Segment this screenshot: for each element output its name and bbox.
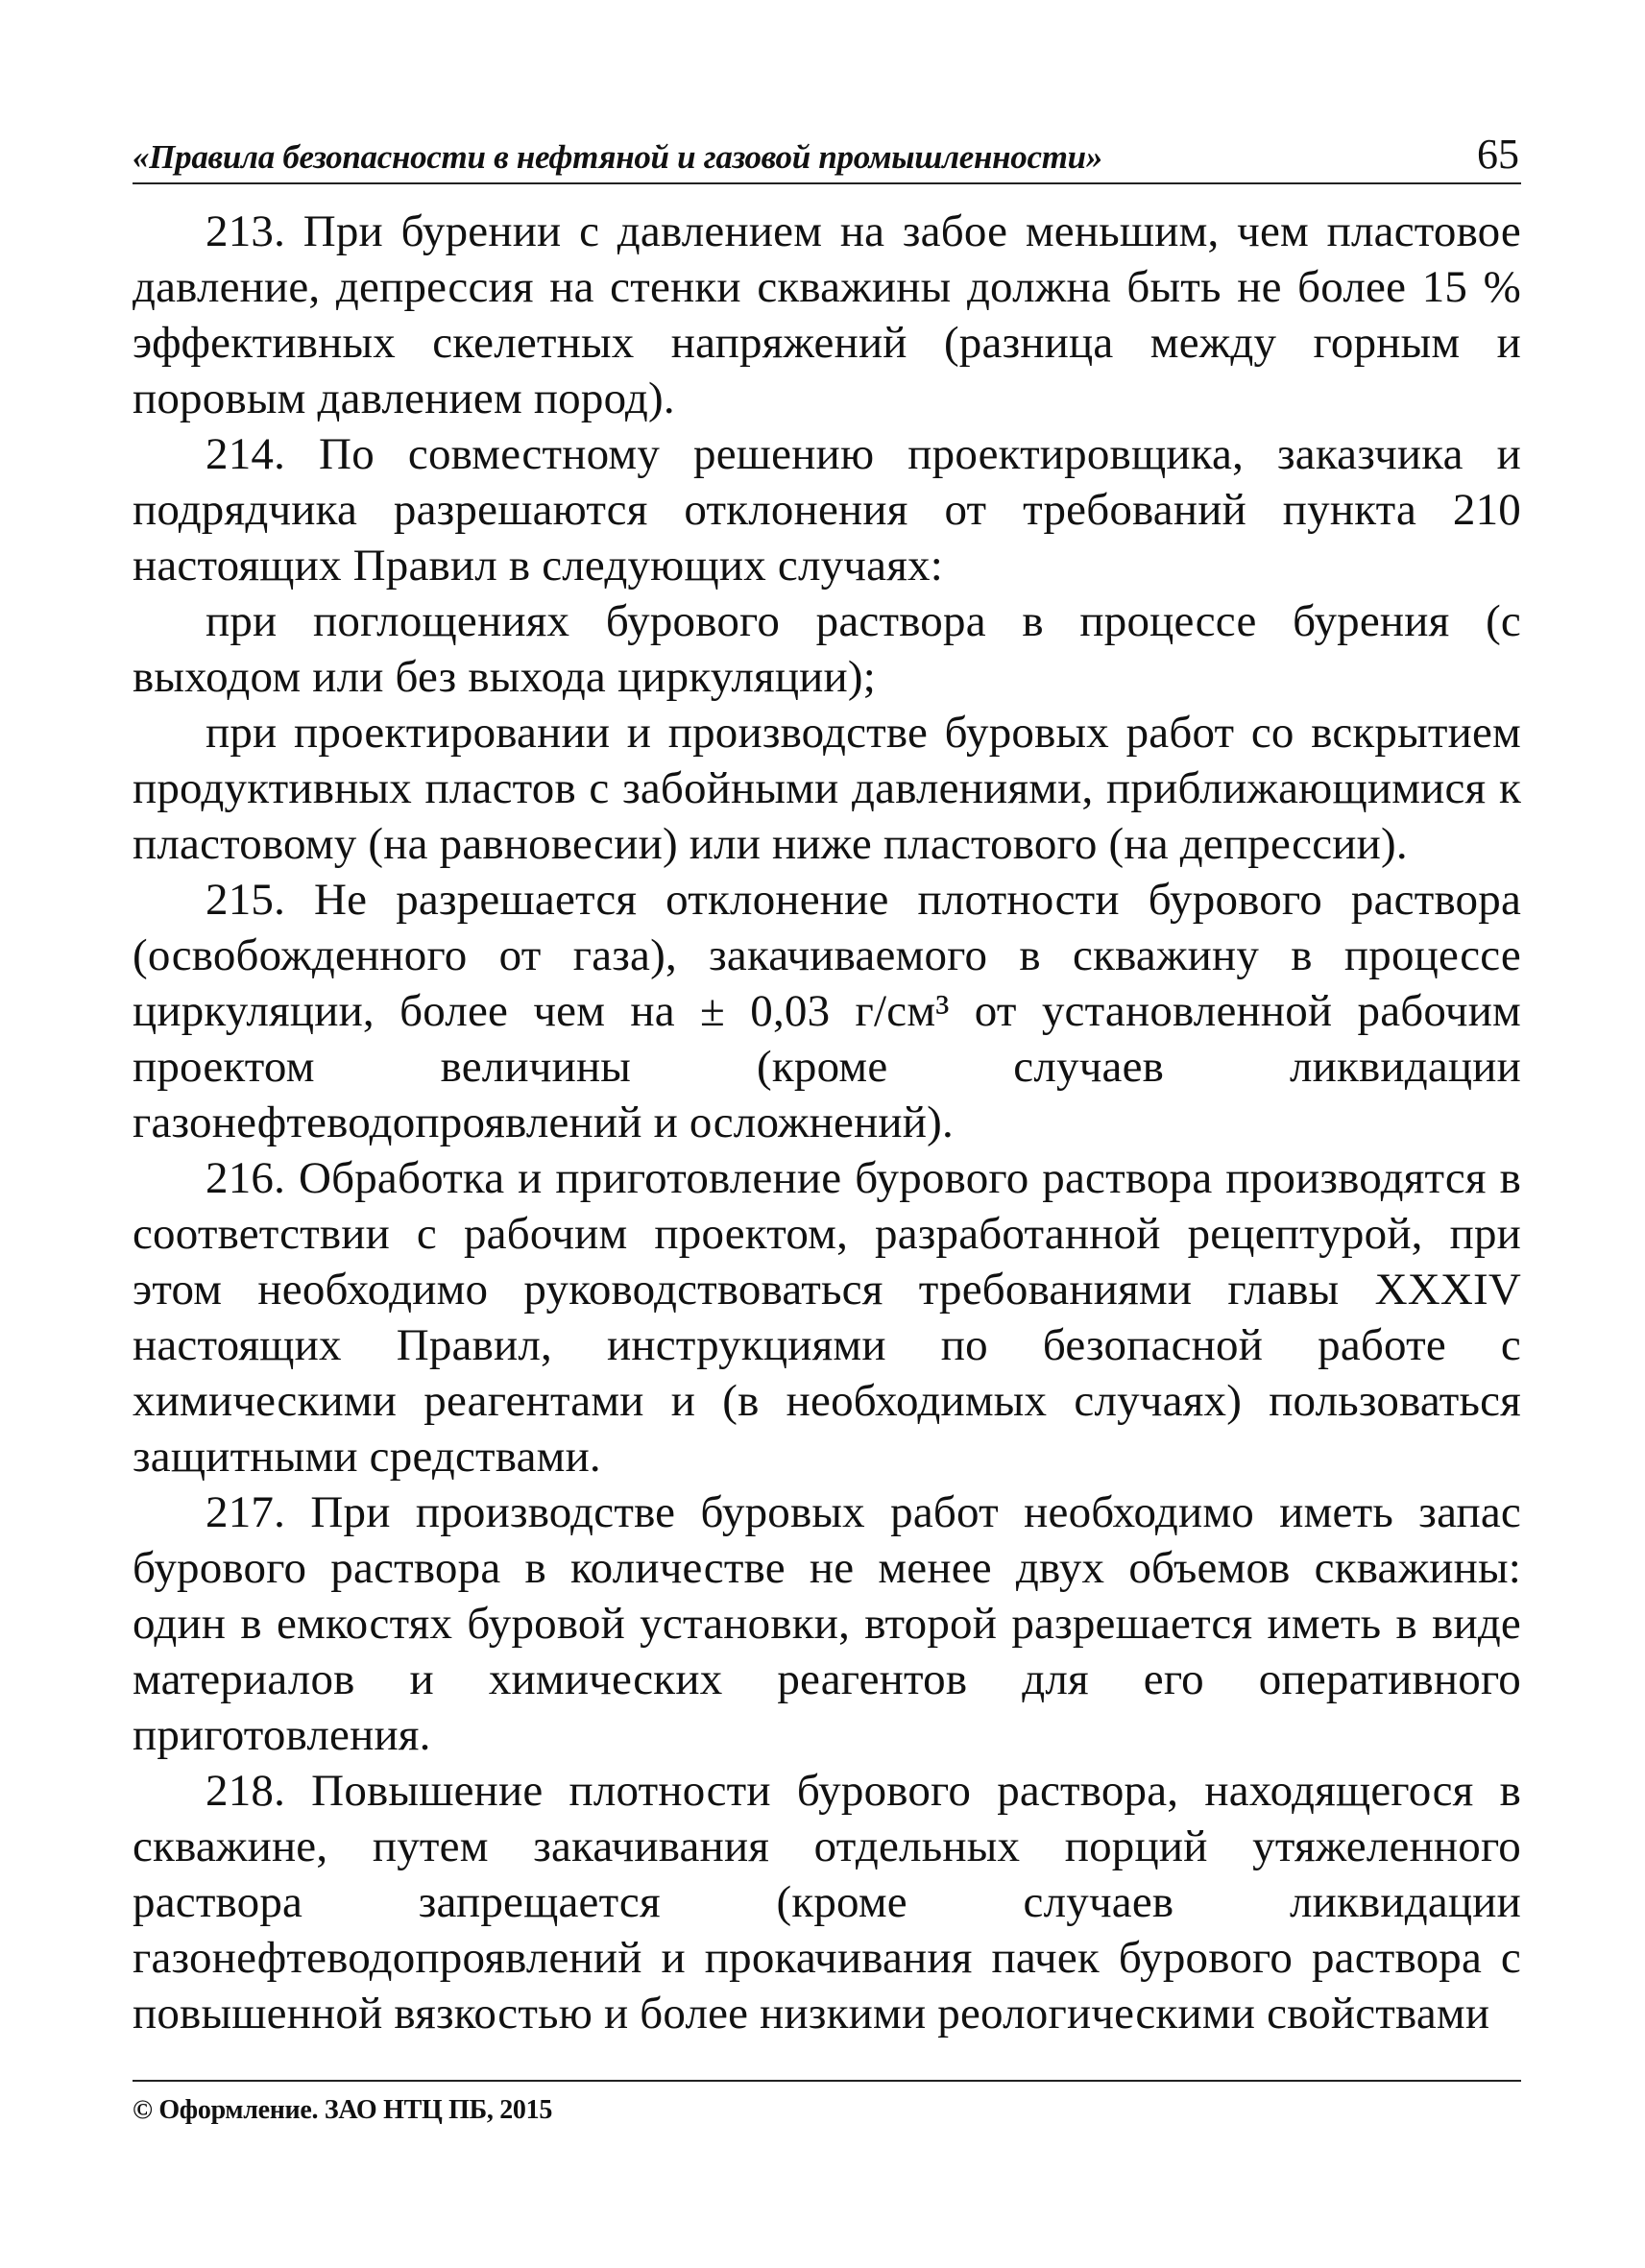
document-page <box>133 123 1521 2149</box>
paragraph-217: 217. При производстве буровых работ необходимо иметь запас бурового раствора в количестве не менее двух объемов скважины: один в емкостях буровой установки, второй разрешается иметь в виде материалов и химических реагентов для его оперативного приготовления. <box>133 1487 1521 1760</box>
paragraph-214-case-2: при проектировании и производстве буровых работ со вскрытием продуктивных пластов с забойными давлениями, приближающимися к пластовому (на равновесии) или ниже пластового (на депрессии). <box>133 708 1521 869</box>
page-number: 65 <box>1477 131 1519 178</box>
running-header <box>133 123 1521 184</box>
paragraph-213: 213. При бурении с давлением на забое меньшим, чем пластовое давление, депрессия на стенки скважины должна быть не более 15 % эффективных скелетных напряжений (разница между горным и поровым давлением пород). <box>133 206 1521 423</box>
body-text <box>133 204 1521 2041</box>
paragraph-214-case-1: при поглощениях бурового раствора в процессе бурения (с выходом или без выхода циркуляции); <box>133 596 1521 702</box>
copyright-notice: © Оформление. ЗАО НТЦ ПБ, 2015 <box>133 2095 553 2125</box>
paragraph-218: 218. Повышение плотности бурового раствора, находящегося в скважине, путем закачивания отдельных порций утяжеленного раствора запрещается (кроме случаев ликвидации газонефтеводопроявлений и прокачивания пачек бурового раствора с повышенной вязкостью и более низкими реологическими свойствами <box>133 1766 1521 2039</box>
running-title: «Правила безопасности в нефтяной и газовой промышленности» <box>133 138 1102 176</box>
paragraph-215: 215. Не разрешается отклонение плотности бурового раствора (освобожденного от газа), закачиваемого в скважину в процессе циркуляции, более чем на ± 0,03 г/см³ от установленной рабочим проектом величины (кроме случаев ликвидации газонефтеводопроявлений и осложнений). <box>133 875 1521 1147</box>
paragraph-214: 214. По совместному решению проектировщика, заказчика и подрядчика разрешаются отклонения от требований пункта 210 настоящих Правил в следующих случаях: <box>133 429 1521 591</box>
page-footer <box>133 2080 1521 2126</box>
paragraph-216: 216. Обработка и приготовление бурового раствора производятся в соответствии с рабочим проектом, разработанной рецептурой, при этом необходимо руководствоваться требованиями главы XXXIV настоящих Правил, инструкциями по безопасной работе с химическими реагентами и (в необходимых случаях) пользоваться защитными средствами. <box>133 1153 1521 1482</box>
